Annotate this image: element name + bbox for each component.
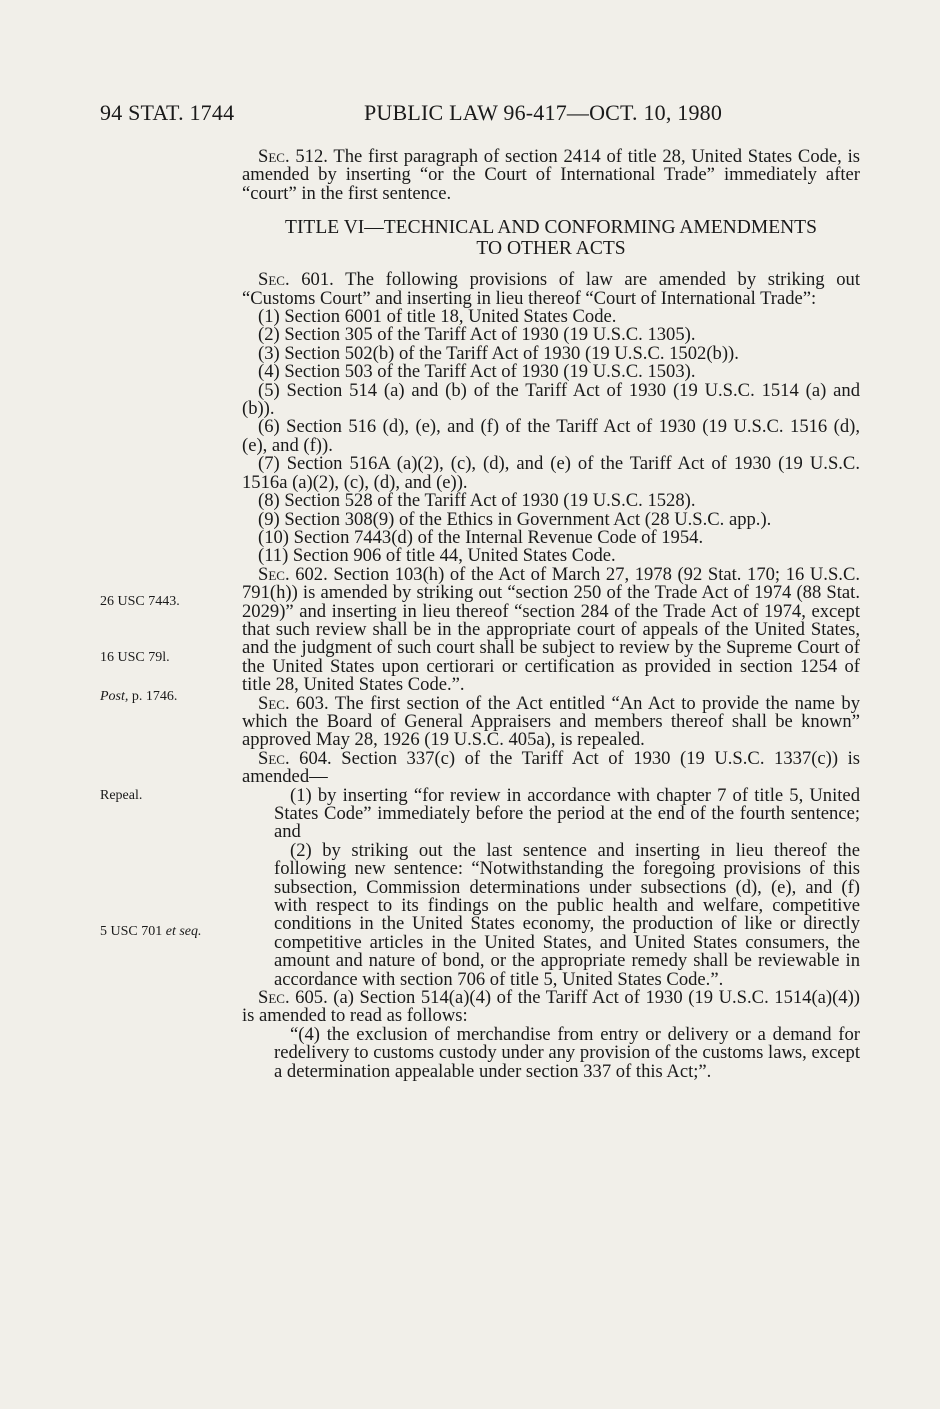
margin-note-5-usc-prefix: 5 USC 701 [100,924,166,939]
section-601-item-7: (7) Section 516A (a)(2), (c), (d), and (e) of the Tariff Act of 1930 (19 U.S.C. 1516a (a)(2), (c), (d), and (e)). [242,453,860,493]
document-body [242,148,860,1081]
section-601-item-8: (8) Section 528 of the Tariff Act of 1930 (19 U.S.C. 1528). [258,490,696,512]
title-vi-line1: TITLE VI—TECHNICAL AND CONFORMING AMENDMENTS [285,217,817,239]
section-604-item-2: (2) by striking out the last sentence and inserting in lieu thereof the following new sentence: “Notwithstanding the foregoing provisions of this subsection, Commission determinations under subsections (d), (e), and (f) with respect to its findings on the public health and welfare, competitive conditions in the United States economy, the production of like or directly competitive articles in the United States, and United States consumers, the amount and nature of bond, or the appropriate remedy shall be reviewable in accordance with section 706 of title 5, United States Code.”. [274,839,860,990]
section-601-item-5: (5) Section 514 (a) and (b) of the Tariff Act of 1930 (19 U.S.C. 1514 (a) and (b)). [242,379,860,420]
title-vi-heading [242,217,860,259]
sec-label: Sec [258,269,285,291]
title-vi-line2: TO OTHER ACTS [476,238,626,260]
sec-label: Sec [258,987,285,1009]
section-601-item-4: (4) Section 503 of the Tariff Act of 1930 (19 U.S.C. 1503). [258,361,696,383]
section-604-text: . 604. Section 337(c) of the Tariff Act of 1930 (19 U.S.C. 1337(c)) is amended— [242,747,860,788]
margin-note-16-usc-79l: 16 USC 79l. [100,650,170,665]
section-601 [242,271,860,308]
section-601-item-6: (6) Section 516 (d), (e), and (f) of the Tariff Act of 1930 (19 U.S.C. 1516 (d), (e), and (f)). [242,416,860,456]
section-602 [242,563,860,696]
margin-note-5-usc-701 [100,924,202,940]
section-602-text: . 602. Section 103(h) of the Act of March 27, 1978 (92 Stat. 170; 16 U.S.C. 791(h)) is amended by striking out “section 250 of the Trade Act of 1974 (88 Stat. 2029)” and inserting in lieu thereof “section 284 of the Trade Act of 1974, except that such review shall be in the appropriate court of appeals of the United States, and the judgment of such court shall be subject to review by the Supreme Court of the United States upon certiorari or certification as provided in section 1254 of title 28, United States Code.”. [242,563,860,696]
section-601-text: . 601. The following provisions of law are amended by striking out “Customs Court” and inserting in lieu thereof “Court of International Trade”: [242,269,860,309]
sec-label: Sec [258,692,285,714]
margin-note-post-label: Post, [100,689,129,704]
section-601-item-2: (2) Section 305 of the Tariff Act of 1930 (19 U.S.C. 1305). [258,324,696,346]
section-603 [242,692,860,751]
section-512 [242,148,860,203]
section-604-subitems [242,784,860,990]
sec-label: Sec [258,563,285,585]
margin-note-post-page: p. 1746. [128,689,178,704]
section-512-text: . 512. The first paragraph of section 2414 of title 28, United States Code, is amended by inserting “or the Court of International Trade” immediately after “court” in the first sentence. [242,146,860,204]
section-604 [242,747,860,788]
section-601-item-1: (1) Section 6001 of title 18, United States Code. [258,306,617,328]
section-605 [242,989,860,1026]
margin-note-26-usc-7443: 26 USC 7443. [100,594,180,609]
section-605-quote-block [242,1023,860,1082]
section-601-item-9: (9) Section 308(9) of the Ethics in Government Act (28 U.S.C. app.). [258,508,772,530]
margin-note-5-usc-suffix: et seq. [165,924,202,939]
margin-note-repeal: Repeal. [100,788,143,803]
section-605-text: . 605. (a) Section 514(a)(4) of the Tariff Act of 1930 (19 U.S.C. 1514(a)(4)) is amended to read as follows: [242,987,860,1027]
running-header: PUBLIC LAW 96-417—OCT. 10, 1980 [364,100,723,125]
sec-label: Sec [258,146,285,167]
margin-note-post [100,689,177,705]
page-stat-number: 94 STAT. 1744 [100,100,235,125]
section-601-item-3: (3) Section 502(b) of the Tariff Act of 1930 (19 U.S.C. 1502(b)). [258,342,739,364]
section-605-quote: “(4) the exclusion of merchandise from entry or delivery or a demand for redelivery to customs custody under any provision of the customs laws, except a determination appealable under section 337 of this Act;”. [274,1023,860,1082]
section-604-item-1: (1) by inserting “for review in accordance with chapter 7 of title 5, United States Code” immediately before the period at the end of the fourth sentence; and [274,784,860,843]
section-603-text: . 603. The first section of the Act entitled “An Act to provide the name by which the Board of General Appraisers and members thereof shall be known” approved May 28, 1926 (19 U.S.C. 405a), is repealed. [242,692,860,751]
section-601-item-11: (11) Section 906 of title 44, United States Code. [258,545,616,567]
section-601-item-10: (10) Section 7443(d) of the Internal Revenue Code of 1954. [258,526,704,548]
sec-label: Sec [258,747,285,769]
